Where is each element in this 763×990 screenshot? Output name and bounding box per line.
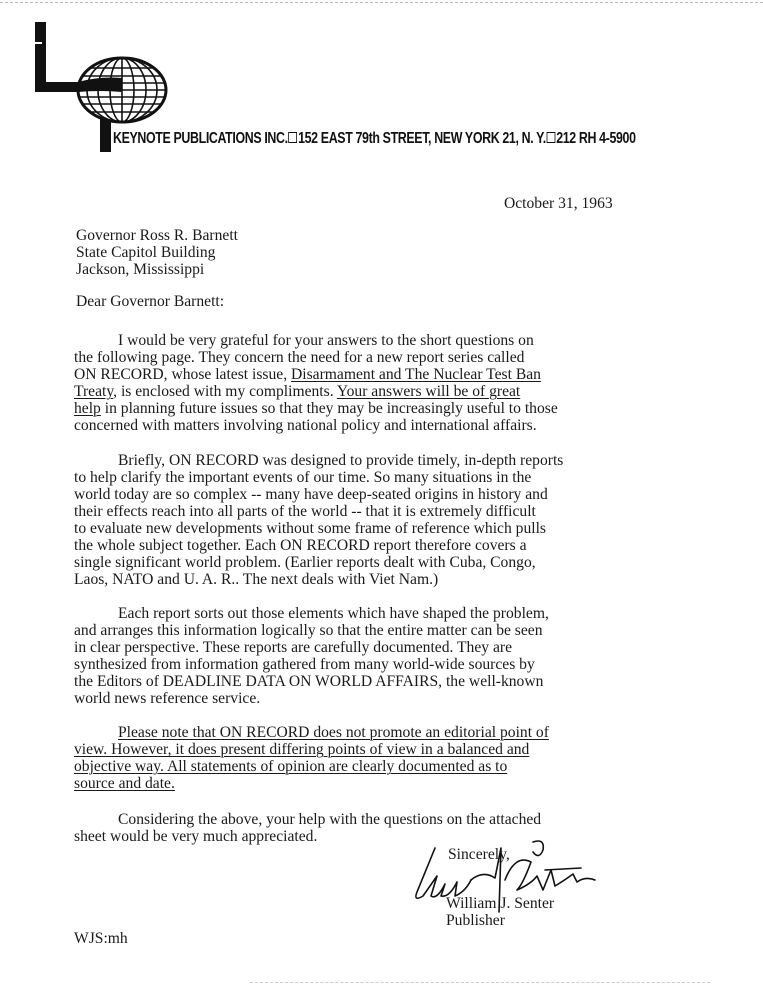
paragraph-3 [74, 605, 676, 707]
paragraph-2 [74, 452, 676, 588]
recipient-address [76, 227, 238, 278]
company-address: 152 EAST 79th STREET, NEW YORK 21, N. Y. [298, 130, 546, 147]
signer-name: William J. Senter [446, 895, 555, 912]
paragraph-line: sheet would be very much appreciated. [74, 828, 318, 845]
underlined-line: source and date. [74, 775, 175, 792]
paragraph-line [74, 383, 676, 400]
separator-box-icon [289, 132, 298, 143]
paragraph-line: Briefly, ON RECORD was designed to provide timely, in-depth reports [118, 452, 564, 469]
paragraph-line: world today are so complex -- many have deep-seated origins in history and [74, 486, 548, 503]
paragraph-line: Laos, NATO and U. A. R.. The next deals with Viet Nam.) [74, 571, 439, 588]
typist-initials: WJS:mh [74, 930, 128, 947]
paragraph-line [74, 366, 676, 383]
underlined-line: view. However, it does present differing points of view in a balanced and [74, 741, 530, 758]
paragraph-line: I would be very grateful for your answers to the short questions on [118, 332, 534, 349]
paragraph-line: synthesized from information gathered from many world-wide sources by [74, 656, 535, 673]
closing: Sincerely, [448, 846, 510, 863]
paragraph-line: Considering the above, your help with the questions on the attached [118, 811, 542, 828]
text-run: ON RECORD, whose latest issue, [74, 366, 292, 383]
underlined-text: Your answers will be of great [336, 383, 521, 400]
paragraph-line: the whole subject together. Each ON RECORD report therefore covers a [74, 537, 527, 554]
text-run: in planning future issues so that they may be increasingly useful to those [100, 400, 558, 417]
paragraph-line: and arranges this information logically so that the entire matter can be seen [74, 622, 543, 639]
company-name: KEYNOTE PUBLICATIONS INC. [113, 130, 288, 147]
paragraph-line: to help clarify the important events of our time. So many situations in the [74, 469, 532, 486]
signer-title: Publisher [446, 912, 505, 929]
paragraph-line: world news reference service. [74, 690, 261, 707]
paragraph-line: in clear perspective. These reports are carefully documented. They are [74, 639, 513, 656]
top-scan-edge [0, 2, 763, 3]
paragraph-line: their effects reach into all parts of the world -- that it is extremely difficult [74, 503, 536, 520]
letter-date: October 31, 1963 [504, 195, 613, 212]
underlined-title: Treaty [74, 383, 114, 400]
paragraph-line: concerned with matters involving national policy and international affairs. [74, 417, 537, 434]
letterhead [113, 130, 636, 148]
paragraph-line: the following page. They concern the need for a new report series called [74, 349, 525, 366]
underlined-text: help [74, 400, 101, 417]
underlined-title: Disarmament and The Nuclear Test Ban [291, 366, 541, 383]
paragraph-4 [74, 724, 676, 792]
paragraph-line [74, 400, 676, 417]
paragraph-1 [74, 332, 676, 434]
bottom-scan-edge [250, 982, 710, 983]
company-phone: 212 RH 4-5900 [556, 130, 636, 147]
recipient-name: Governor Ross R. Barnett [76, 227, 238, 244]
text-run: , is enclosed with my compliments. [113, 383, 337, 400]
underlined-line: Please note that ON RECORD does not promote an editorial point of [118, 724, 549, 741]
recipient-address-line-2: Jackson, Mississippi [76, 261, 205, 278]
paragraph-line: to evaluate new developments without some frame of reference which pulls [74, 520, 546, 537]
recipient-address-line-1: State Capitol Building [76, 244, 216, 261]
paragraph-line: single significant world problem. (Earlier reports dealt with Cuba, Congo, [74, 554, 536, 571]
paragraph-line: Each report sorts out those elements which have shaped the problem, [118, 605, 549, 622]
paragraph-line: the Editors of DEADLINE DATA ON WORLD AFFAIRS, the well-known [74, 673, 544, 690]
salutation: Dear Governor Barnett: [76, 293, 225, 310]
underlined-line: objective way. All statements of opinion are clearly documented as to [74, 758, 508, 775]
separator-box-icon [547, 132, 556, 143]
